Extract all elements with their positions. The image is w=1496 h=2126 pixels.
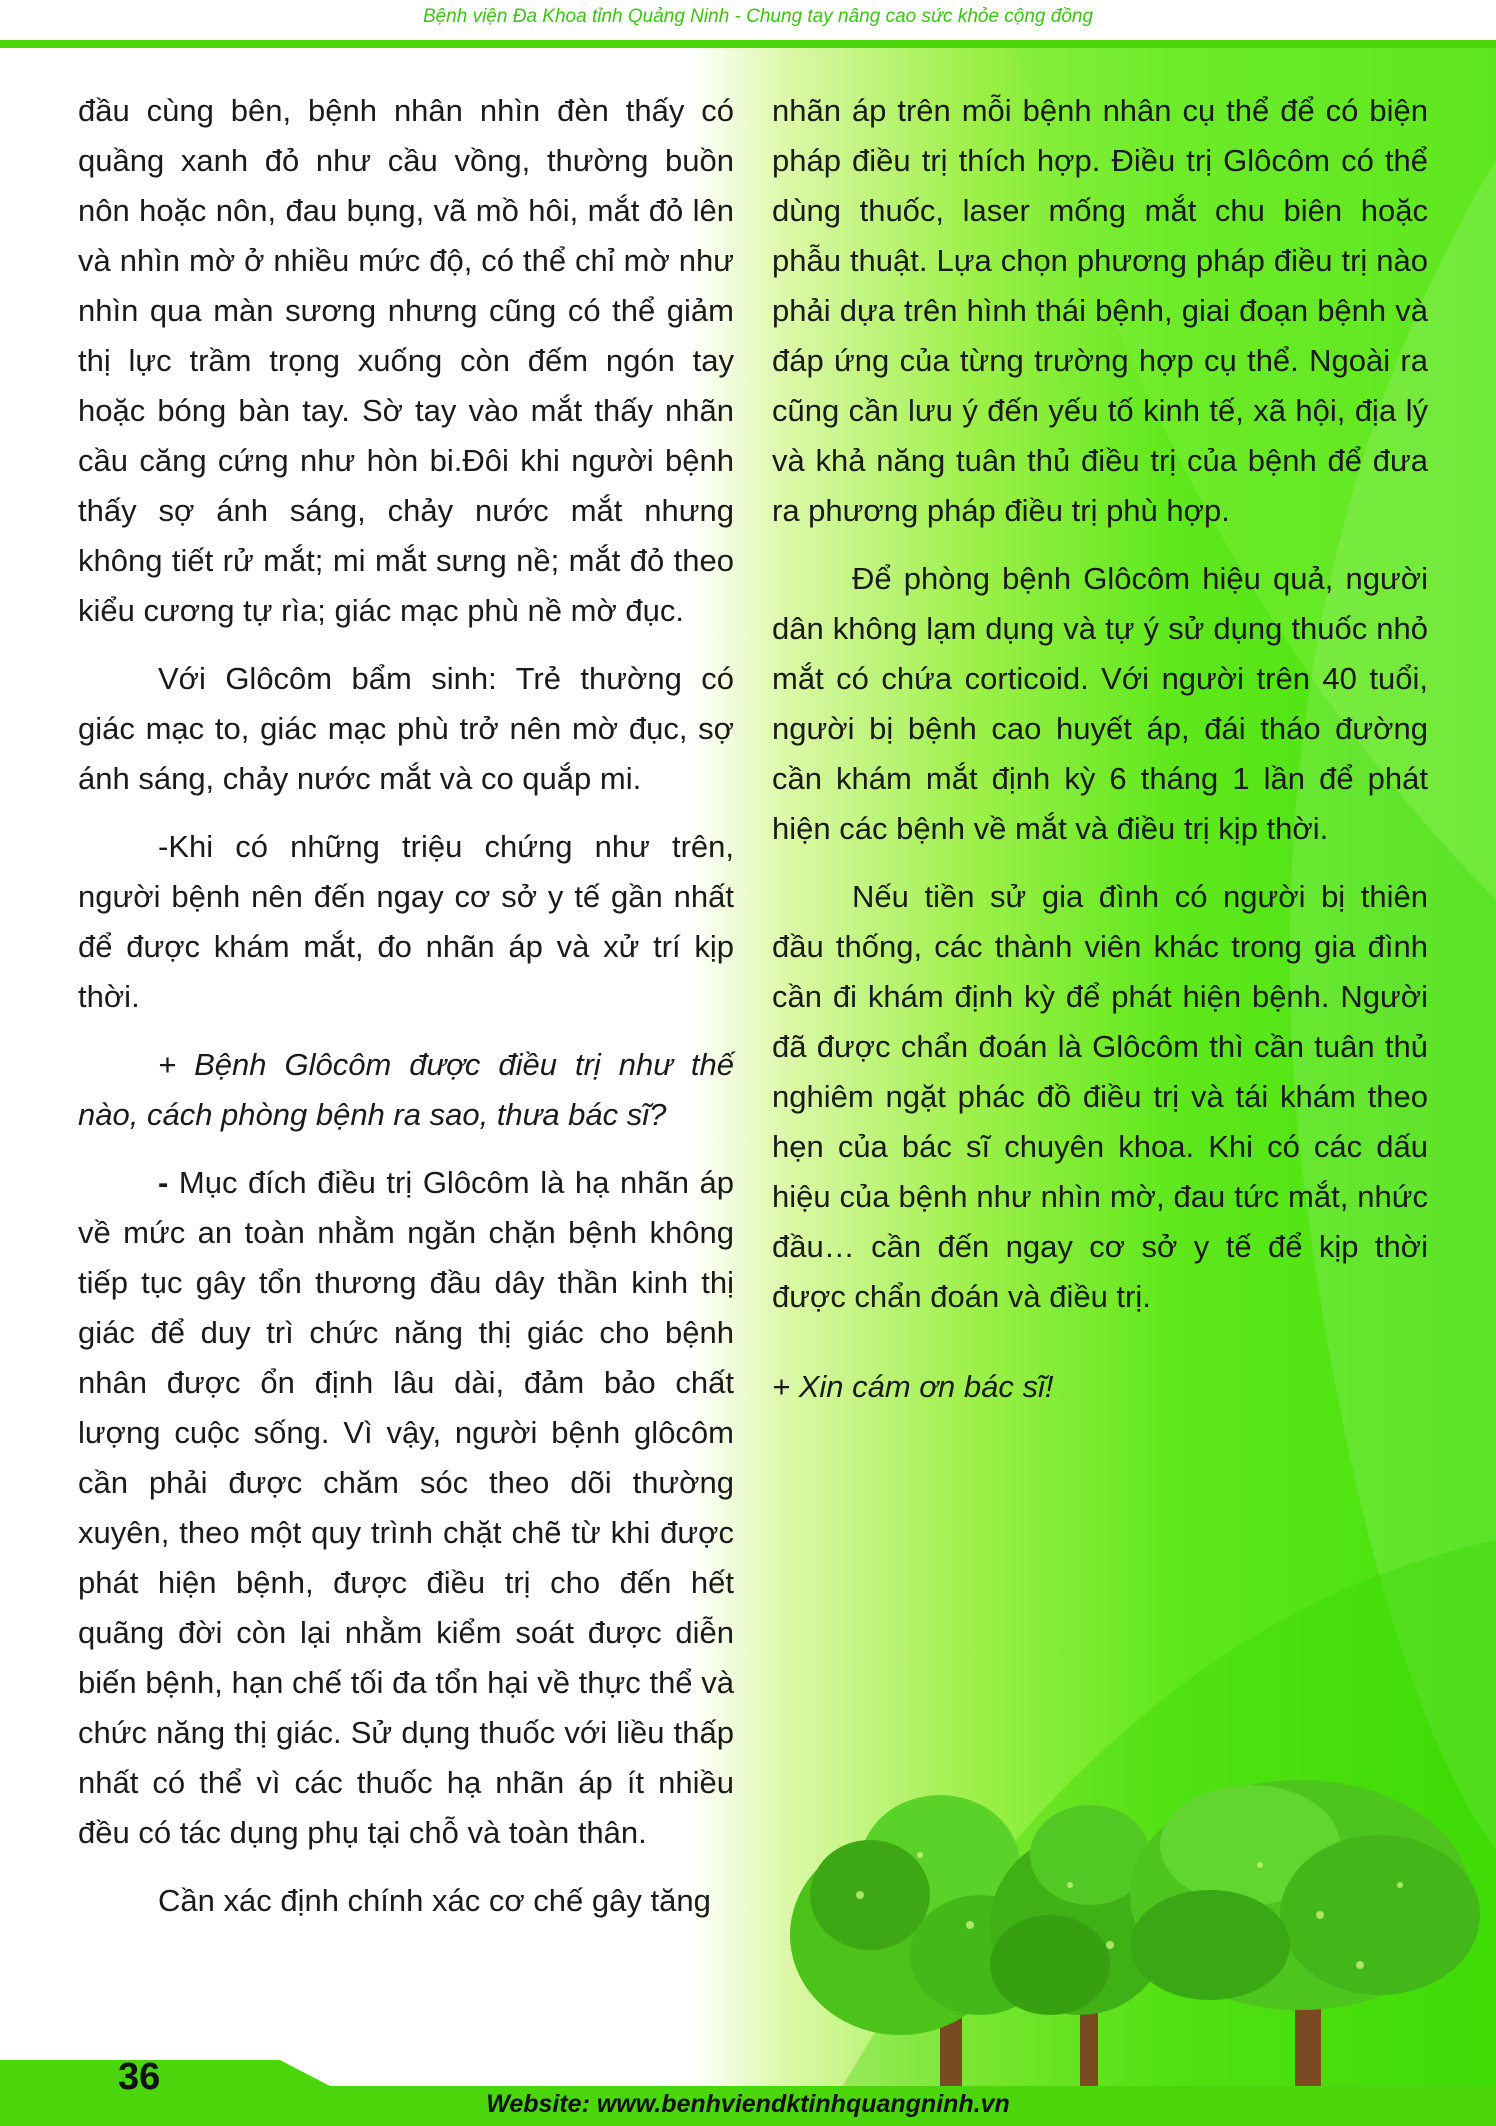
left-text-column <box>78 86 734 1926</box>
paragraph: nhãn áp trên mỗi bệnh nhân cụ thể để có biện pháp điều trị thích hợp. Điều trị Glôcôm có thể dùng thuốc, laser mống mắt chu biên hoặc phẫu thuật. Lựa chọn phương pháp điều trị nào phải dựa trên hình thái bệnh, giai đoạn bệnh và đáp ứng của từng trường hợp cụ thể. Ngoài ra cũng cần lưu ý đến yếu tố kinh tế, xã hội, địa lý và khả năng tuân thủ điều trị của bệnh để đưa ra phương pháp điều trị phù hợp. <box>772 93 1428 528</box>
header-rule <box>0 40 1496 48</box>
interview-question: + Bệnh Glôcôm được điều trị như thế nào, cách phòng bệnh ra sao, thưa bác sĩ? <box>78 1047 734 1132</box>
paragraph: Với Glôcôm bẩm sinh: Trẻ thường có giác mạc to, giác mạc phù trở nên mờ đục, sợ ánh sáng, chảy nước mắt và co quắp mi. <box>78 661 734 796</box>
paragraph: Để phòng bệnh Glôcôm hiệu quả, người dân không lạm dụng và tự ý sử dụng thuốc nhỏ mắt có chứa corticoid. Với người trên 40 tuổi, người bị bệnh cao huyết áp, đái tháo đường cần khám mắt định kỳ 6 tháng 1 lần để phát hiện các bệnh về mắt và điều trị kịp thời. <box>772 561 1428 846</box>
paragraph <box>78 1158 734 1858</box>
paragraph: đầu cùng bên, bệnh nhân nhìn đèn thấy có quầng xanh đỏ như cầu vồng, thường buồn nôn hoặc nôn, đau bụng, vã mồ hôi, mắt đỏ lên và nhìn mờ ở nhiều mức độ, có thể chỉ mờ như nhìn qua màn sương nhưng cũng có thể giảm thị lực trầm trọng xuống còn đếm ngón tay hoặc bóng bàn tay. Sờ tay vào mắt thấy nhãn cầu căng cứng như hòn bi.Đôi khi người bệnh thấy sợ ánh sáng, chảy nước mắt nhưng không tiết rử mắt; mi mắt sưng nề; mắt đỏ theo kiểu cương tự rìa; giác mạc phù nề mờ đục. <box>78 93 734 628</box>
page-header <box>0 0 1496 44</box>
paragraph: Nếu tiền sử gia đình có người bị thiên đầu thống, các thành viên khác trong gia đình cần đi khám định kỳ để phát hiện bệnh. Người đã được chẩn đoán là Glôcôm thì cần tuân thủ nghiêm ngặt phác đồ điều trị và tái khám theo hẹn của bác sĩ chuyên khoa. Khi có các dấu hiệu của bệnh như nhìn mờ, đau tức mắt, nhức đầu… cần đến ngay cơ sở y tế để kịp thời được chẩn đoán và điều trị. <box>772 879 1428 1314</box>
right-text-column <box>772 86 1428 1412</box>
answer-dash: - <box>158 1165 169 1200</box>
closing-thanks: + Xin cám ơn bác sĩ! <box>772 1369 1054 1404</box>
paragraph: Cần xác định chính xác cơ chế gây tăng <box>158 1883 711 1918</box>
page-number: 36 <box>118 2056 161 2098</box>
paragraph: -Khi có những triệu chứng như trên, người bệnh nên đến ngay cơ sở y tế gần nhất để được khám mắt, đo nhãn áp và xử trí kịp thời. <box>78 829 734 1014</box>
header-slogan: Bệnh viện Đa Khoa tỉnh Quảng Ninh - Chung tay nâng cao sức khỏe cộng đồng <box>422 6 1094 27</box>
website-url: Website: www.benhviendktinhquangninh.vn <box>486 2090 1010 2118</box>
answer-text: Mục đích điều trị Glôcôm là hạ nhãn áp về mức an toàn nhằm ngăn chặn bệnh không tiếp tục gây tổn thương đầu dây thần kinh thị giác để duy trì chức năng thị giác cho bệnh nhân được ổn định lâu dài, đảm bảo chất lượng cuộc sống. Vì vậy, người bệnh glôcôm cần phải được chăm sóc theo dõi thường xuyên, theo một quy trình chặt chẽ từ khi được phát hiện bệnh, được điều trị cho đến hết quãng đời còn lại nhằm kiểm soát được diễn biến bệnh, hạn chế tối đa tổn hại về thực thể và chức năng thị giác. Sử dụng thuốc với liều thấp nhất có thể vì các thuốc hạ nhãn áp ít nhiều đều có tác dụng phụ tại chỗ và toàn thân. <box>78 1165 734 1850</box>
